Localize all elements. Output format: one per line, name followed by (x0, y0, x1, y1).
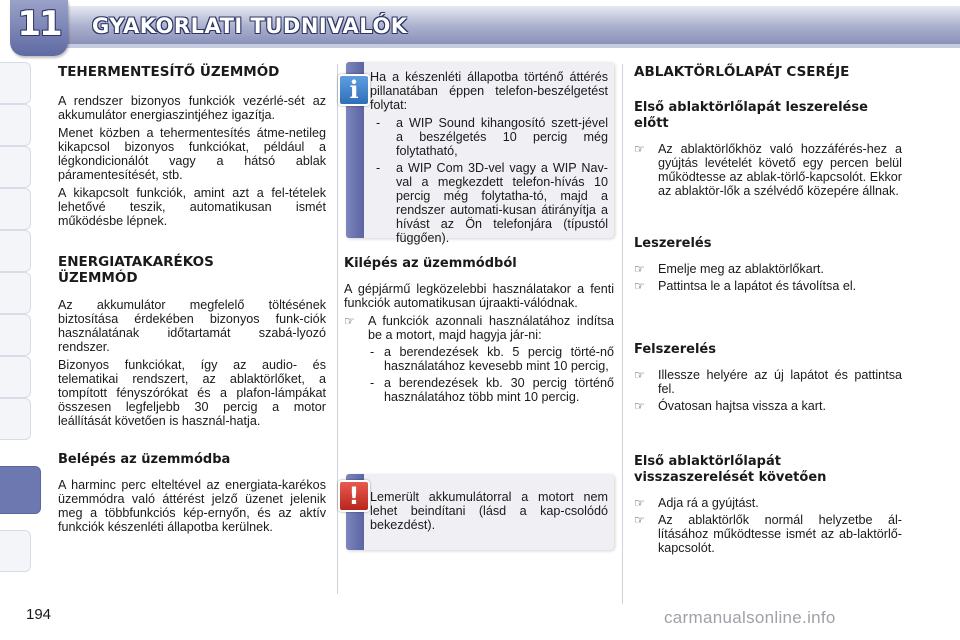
warning-text: Lemerült akkumulátorral a motort nem lehet beindítani (lásd a kap-csolódó bekezdést). (370, 490, 608, 532)
dash-mark: - (370, 345, 375, 359)
section-heading: TEHERMENTESÍTŐ ÜZEMMÓD (58, 64, 280, 80)
side-tab[interactable] (0, 188, 31, 230)
header-shade (40, 44, 960, 48)
list-item (634, 513, 902, 555)
middle-column-exit (344, 256, 614, 407)
side-tab[interactable] (0, 146, 31, 188)
list-item-text: Pattintsa le a lapátot és távolítsa el. (658, 279, 857, 293)
bullet-list (634, 368, 902, 413)
side-tab[interactable] (0, 62, 31, 104)
section-heading: ÜZEMMÓD (58, 270, 138, 286)
list-item (634, 279, 902, 293)
paragraph: A gépjármű legközelebbi használatakor a fenti funkciók automatikusan újraakti-válódnak. (344, 282, 614, 310)
list-item (344, 345, 614, 373)
dash-mark: - (370, 376, 375, 390)
list-item (634, 262, 902, 276)
info-intro: Ha a készenléti állapotba történő áttérés pillanatában éppen telefon-beszélgetést folytat: (370, 70, 608, 112)
subsection-heading: Első ablaktörlőlapát (634, 454, 781, 469)
side-tab[interactable] (0, 356, 31, 398)
paragraph: A rendszer bizonyos funkciók vezérlé-sét az akkumulátor energiaszintjéhez igazítja. (58, 94, 326, 122)
subsection-heading: Kilépés az üzemmódból (344, 256, 517, 271)
right-column-after (634, 454, 902, 558)
watermark: carmanualsonline.info (664, 608, 836, 627)
pointing-hand-icon: ☞ (634, 496, 645, 510)
sub-list (344, 345, 614, 404)
bullet-list (634, 142, 902, 198)
side-tab[interactable] (0, 530, 31, 572)
list-item-text: Adja rá a gyújtást. (658, 496, 759, 510)
list-item-text: Az ablaktörlők normál helyzetbe ál-lításához működtesse ismét az ab-laktörlő-kapcsolót. (658, 513, 902, 555)
pointing-hand-icon: ☞ (634, 399, 645, 413)
paragraph: A kikapcsolt funkciók, amint azt a fel-tételek lehetővé teszik, automatikusan ismét működésbe lépnek. (58, 186, 326, 228)
list-item (370, 116, 608, 158)
list-item-text: Illessze helyére az új lapátot és pattintsa fel. (658, 368, 902, 396)
list-item-text: Óvatosan hajtsa vissza a kart. (658, 399, 826, 413)
info-list (370, 116, 608, 245)
paragraph: Menet közben a tehermentesítés átme-netileg kikapcsol bizonyos funkciókat, például a légkondicionálót vagy a hátsó ablak páramentesítését, stb. (58, 126, 326, 182)
side-tab[interactable] (0, 272, 31, 314)
paragraph: Bizonyos funkciókat, így az audio- és telematikai rendszert, az ablaktörlőket, a tompított fényszórókat és a plafon-lámpákat összesen legfeljebb 30 percig a motor leállítását követően is használ-hatja. (58, 358, 326, 428)
list-item (634, 142, 902, 198)
subsection-heading: Belépés az üzemmódba (58, 452, 231, 467)
column-divider (337, 64, 338, 594)
list-item (634, 399, 902, 413)
info-box-content (370, 70, 608, 248)
subsection-heading: előtt (634, 116, 669, 131)
list-item (370, 161, 608, 245)
column-divider (622, 64, 623, 604)
paragraph: A harminc perc elteltével az energiata-karékos üzemmódra való áttérést jelző üzenet jelenik meg a többfunkciós kép-ernyőn, és az aktív funkciók készenléti állapotba kerülnek. (58, 478, 326, 534)
list-item (634, 368, 902, 396)
pointing-hand-icon: ☞ (634, 368, 645, 382)
chapter-number: 11 (17, 4, 61, 44)
pointing-hand-icon: ☞ (634, 262, 645, 276)
list-item-text: Emelje meg az ablaktörlőkart. (658, 262, 824, 276)
side-tab[interactable] (0, 398, 31, 440)
right-column-removal (634, 236, 902, 296)
left-column-enter (58, 452, 326, 538)
section-heading: ABLAKTÖRLŐLAPÁT CSERÉJE (634, 64, 850, 80)
subsection-heading: Első ablaktörlőlapát leszerelése (634, 100, 868, 115)
paragraph: Az akkumulátor megfelelő töltésének biztosítása érdekében bizonyos funk-ciók használatának időtartamát szabá-lyozó rendszer. (58, 298, 326, 354)
list-item (344, 314, 614, 342)
list-item (634, 496, 902, 510)
dash-mark: - (376, 116, 381, 130)
info-icon: i (338, 74, 370, 106)
list-item (344, 376, 614, 404)
left-column (58, 64, 326, 232)
pointing-hand-icon: ☞ (634, 513, 645, 527)
pointing-hand-icon: ☞ (344, 314, 355, 328)
subsection-heading: visszaszerelését követően (634, 470, 827, 485)
pointing-hand-icon: ☞ (634, 279, 645, 293)
pointing-hand-icon: ☞ (634, 142, 645, 156)
warning-content (370, 490, 608, 536)
dash-mark: - (376, 161, 381, 175)
right-column (634, 64, 902, 201)
side-tab[interactable] (0, 314, 31, 356)
left-column-energy (58, 254, 326, 432)
list-item-text: Az ablaktörlőkhöz való hozzáférés-hez a gyújtás levételét követő egy percen belül működtesse az ablak-törlő-kapcsolót. Ekkor az ablaktör-lők a szélvédő közepére állnak. (658, 142, 902, 198)
side-tab[interactable] (0, 104, 31, 146)
page-title: GYAKORLATI TUDNIVALÓK (92, 14, 408, 38)
subsection-heading: Leszerelés (634, 236, 712, 251)
list-item-text: a berendezések kb. 30 percig történő használatához több mint 10 percig. (384, 376, 614, 404)
section-heading: ENERGIATAKARÉKOS (58, 254, 214, 270)
right-column-fitting (634, 342, 902, 416)
list-item-text: a WIP Sound kihangosító szett-jével a beszélgetés 10 percig még folytatható, (396, 116, 608, 158)
warning-icon: ! (338, 480, 370, 512)
side-tab[interactable] (0, 230, 31, 272)
bullet-list (634, 496, 902, 555)
list-item-text: a berendezések kb. 5 percig törté-nő használatához kevesebb mint 10 percig, (384, 345, 614, 373)
bullet-list (634, 262, 902, 293)
side-tab-active[interactable] (0, 466, 41, 514)
bullet-list (344, 314, 614, 342)
list-item-text: A funkciók azonnali használatához indítsa be a motort, majd hagyja jár-ni: (368, 314, 614, 342)
subsection-heading: Felszerelés (634, 342, 716, 357)
page-number: 194 (26, 606, 52, 623)
list-item-text: a WIP Com 3D-vel vagy a WIP Nav-val a megkezdett telefon-hívás 10 percig még folytatha-tó, majd a rendszer automati-kusan átirányítja a hívást az Ön telefonjára (típustól függően). (396, 161, 608, 245)
